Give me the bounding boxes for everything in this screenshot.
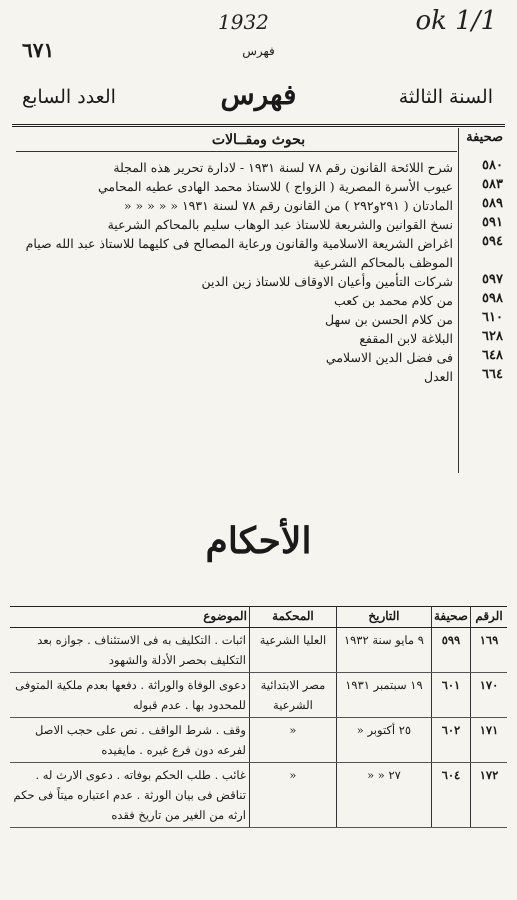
cell-page: ٦٠١ (431, 673, 470, 718)
masthead-issue: العدد السابع (22, 86, 116, 108)
cell-date: ٢٥ أكتوبر « (336, 718, 431, 763)
toc-page-number: ٦٤٨ (482, 348, 503, 363)
toc-page-number: ٥٨٣ (482, 177, 503, 192)
toc-item (14, 272, 503, 291)
toc-item (14, 310, 503, 329)
toc-page-heading: صحيفة (466, 130, 503, 145)
toc-title: البلاغة لابن المقفع (359, 331, 453, 346)
column-header-court: المحكمة (249, 607, 336, 628)
toc-page-number: ٥٩٨ (482, 291, 503, 306)
table-of-contents (14, 158, 503, 386)
toc-page-number: ٥٨٠ (482, 158, 503, 173)
toc-item (14, 329, 503, 348)
cell-number: ١٧٠ (471, 673, 508, 718)
cell-court: « (249, 718, 336, 763)
cell-page: ٦٠٤ (431, 763, 470, 828)
toc-item (14, 177, 503, 196)
toc-page-number: ٦٢٨ (482, 329, 503, 344)
section-title-ahkam: الأحكام (205, 520, 312, 562)
cell-subject: اثبات . التكليف به فى الاستئناف . جوازه بعد التكليف بحصر الأدلة والشهود (10, 628, 249, 673)
column-header-date: التاريخ (336, 607, 431, 628)
table-row (10, 628, 507, 673)
masthead (12, 78, 505, 124)
cell-court: مصر الابتدائية الشرعية (249, 673, 336, 718)
toc-title: فى فضل الدين الاسلامي (325, 350, 453, 365)
toc-page-number: ٥٩٤ (482, 234, 503, 249)
toc-page-number: ٦١٠ (482, 310, 503, 325)
cell-court: « (249, 763, 336, 828)
toc-item (14, 291, 503, 310)
masthead-year: السنة الثالثة (398, 86, 493, 108)
running-header: فهرس (242, 44, 275, 58)
masthead-title: فهرس (220, 78, 297, 111)
handwritten-note: ok 1/1 (415, 6, 497, 36)
toc-page-number: ٥٩٧ (482, 272, 503, 287)
table-row (10, 718, 507, 763)
cell-court: العليا الشرعية (249, 628, 336, 673)
toc-title: اغراض الشريعة الاسلامية والقانون ورعاية المصالح فى كليهما للاستاذ عبد الله صيام الموظف بالمحاكم الشرعية (25, 236, 453, 270)
toc-item (14, 196, 503, 215)
toc-title: نسخ القوانين والشريعة للاستاذ عبد الوهاب سليم بالمحاكم الشرعية (107, 217, 453, 232)
cell-date: ٩ مايو سنة ١٩٣٢ (336, 628, 431, 673)
column-header-number: الرقم (471, 607, 508, 628)
toc-heading-rule (16, 151, 457, 152)
column-header-subject: الموضوع (10, 607, 249, 628)
cell-date: ١٩ سبتمبر ١٩٣١ (336, 673, 431, 718)
toc-section-heading: بحوث ومقــالات (211, 132, 306, 148)
toc-item (14, 215, 503, 234)
table-header-row (10, 607, 507, 628)
masthead-rule (12, 124, 505, 127)
cell-subject: غائب . طلب الحكم بوفاته . دعوى الارث له . تناقض فى بيان الورثة . عدم اعتباره ميتاً فى حكم ارثه من الغير من تاريخ فقده (10, 763, 249, 828)
toc-page-number: ٥٩١ (482, 215, 503, 230)
toc-item (14, 234, 503, 272)
toc-title: العدل (424, 369, 453, 384)
handwritten-year: 1932 (218, 10, 269, 34)
toc-page-number: ٥٨٩ (482, 196, 503, 211)
toc-title: من كلام محمد بن كعب (333, 293, 453, 308)
toc-item (14, 367, 503, 386)
toc-title: شرح اللائحة القانون رقم ٧٨ لسنة ١٩٣١ - لادارة تحرير هذه المجلة (113, 160, 453, 175)
table-row (10, 763, 507, 828)
toc-item (14, 158, 503, 177)
table-row (10, 673, 507, 718)
cell-number: ١٧٢ (471, 763, 508, 828)
toc-title: شركات التأمين وأعيان الاوقاف للاستاذ زين الدين (201, 274, 453, 289)
rulings-table (10, 606, 507, 828)
toc-title: من كلام الحسن بن سهل (325, 312, 453, 327)
cell-page: ٥٩٩ (431, 628, 470, 673)
cell-subject: وقف . شرط الواقف . نص على حجب الاصل لفرعه دون فرع غيره . مايفيده (10, 718, 249, 763)
toc-page-number: ٦٦٤ (482, 367, 503, 382)
cell-number: ١٧١ (471, 718, 508, 763)
toc-title: المادتان ( ٢٩١و٢٩٢ ) من القانون رقم ٧٨ لسنة ١٩٣١ « « « « « (123, 198, 453, 213)
cell-subject: دعوى الوفاة والوراثة . دفعها بعدم ملكية المتوفى للمحدود بها . عدم قبوله (10, 673, 249, 718)
cell-date: ٢٧ « « (336, 763, 431, 828)
column-header-page: صحيفة (431, 607, 470, 628)
page-number: ٦٧١ (22, 38, 55, 62)
toc-title: عيوب الأسرة المصرية ( الزواج ) للاستاذ محمد الهادى عطيه المحامي (98, 179, 453, 194)
cell-number: ١٦٩ (471, 628, 508, 673)
toc-item (14, 348, 503, 367)
cell-page: ٦٠٢ (431, 718, 470, 763)
